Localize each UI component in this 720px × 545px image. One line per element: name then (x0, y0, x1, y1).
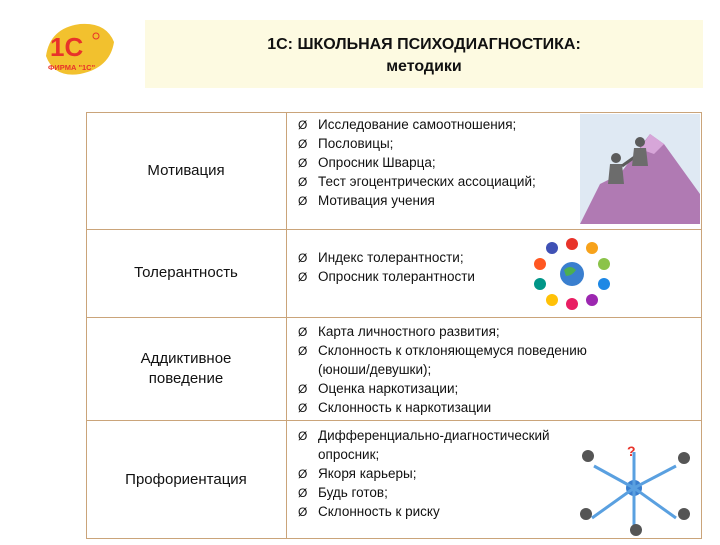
category-cell: Мотивация (147, 162, 225, 179)
company-logo (40, 16, 120, 84)
mountain-climb-illustration (580, 114, 700, 224)
title-banner (145, 20, 703, 88)
page-subtitle: методики (386, 58, 462, 75)
table-row-tolerance: Толерантность Ø Индекс толерантности; Ø Опросник толерантности (86, 229, 702, 318)
table-row-addictive: Аддиктивное поведение Ø Карта личностного развития; Ø Склонность к отклоняющемуся поведению (юноши/девушки); Ø Оценка наркотизации; Ø Склонность к наркотизации (86, 318, 702, 421)
logo-subtitle: ФИРМА "1С" (48, 63, 96, 72)
page-title: 1С: ШКОЛЬНАЯ ПСИХОДИАГНОСТИКА: (267, 36, 581, 53)
category-cell: Аддиктивное поведение (140, 350, 232, 387)
hands-globe-illustration (512, 236, 632, 312)
career-network-illustration (572, 440, 702, 540)
logo-mark: 1С (50, 32, 84, 62)
table-row-career: Профориентация Ø Дифференциально-диагностический опросник; Ø Якоря карьеры; Ø Будь готов; Ø Склонность к риску (86, 421, 702, 539)
category-cell: Профориентация (125, 471, 247, 488)
svg-text:?: ? (627, 443, 636, 459)
table-row-motivation: Мотивация Ø Исследование самоотношения; Ø Пословицы; Ø Опросник Шварца; Ø Тест эгоцентрических ассоциаций; Ø Мотивация учения (86, 112, 702, 230)
category-cell: Толерантность (134, 264, 238, 281)
